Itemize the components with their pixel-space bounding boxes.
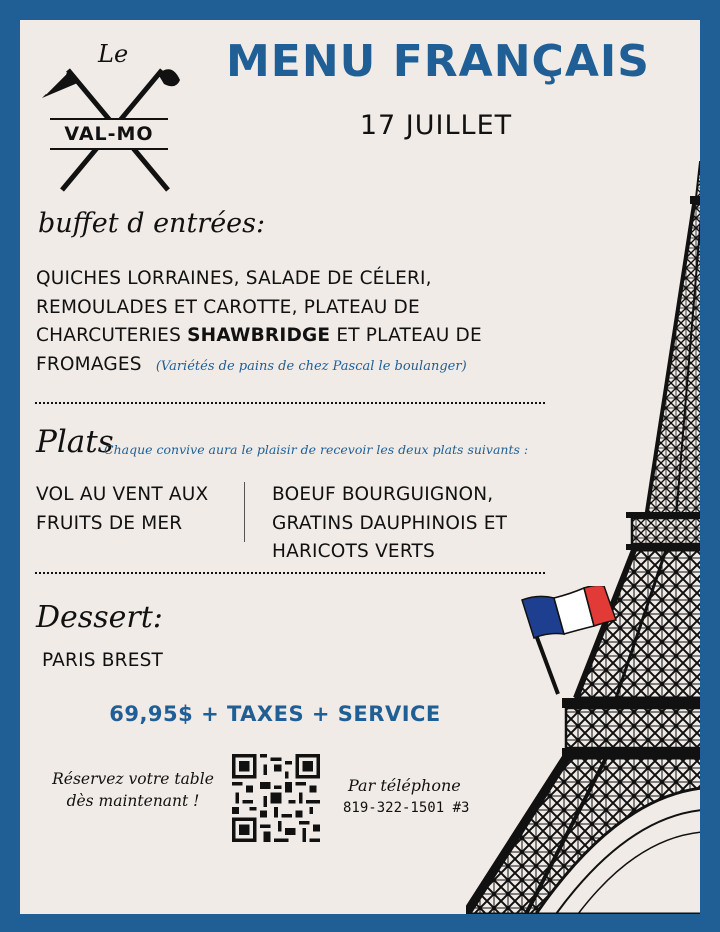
reserve-line-1: Réservez votre table bbox=[52, 770, 214, 788]
eiffel-tower-icon bbox=[466, 138, 700, 914]
reserve-line-2: dès maintenant ! bbox=[66, 792, 200, 810]
val-mo-logo bbox=[40, 40, 186, 194]
plats-note: Chaque convive aura le plaisir de recevoir les deux plats suivants : bbox=[104, 442, 529, 457]
price: 69,95$ + TAXES + SERVICE bbox=[109, 702, 441, 726]
french-flag-icon bbox=[518, 586, 638, 696]
dessert-item: PARIS BREST bbox=[42, 650, 164, 671]
plats-separator bbox=[244, 482, 245, 542]
reserve-text bbox=[40, 768, 226, 812]
dessert-heading: Dessert: bbox=[36, 600, 163, 635]
menu-paper bbox=[20, 20, 700, 914]
buffet-note: (Variétés de pains de chez Pascal le boulanger) bbox=[155, 358, 467, 374]
buffet-highlight: SHAWBRIDGE bbox=[187, 325, 331, 346]
phone-label: Par téléphone bbox=[348, 776, 461, 795]
plats-heading: Plats bbox=[36, 424, 114, 460]
logo-name: VAL-MO bbox=[50, 118, 168, 150]
page-title: MENU FRANÇAIS bbox=[226, 36, 650, 87]
plat-one: VOL AU VENT AUX FRUITS DE MER bbox=[36, 484, 209, 534]
qr-code-icon[interactable] bbox=[232, 754, 320, 842]
menu-date: 17 JUILLET bbox=[359, 110, 513, 141]
phone-number[interactable]: 819-322-1501 #3 bbox=[343, 800, 470, 816]
logo-le: Le bbox=[98, 40, 129, 68]
buffet-heading: buffet d entrées: bbox=[38, 208, 266, 239]
plat-two: BOEUF BOURGUIGNON, GRATINS DAUPHINOIS ET HARICOTS VERTS bbox=[272, 484, 508, 562]
buffet-items-text: QUICHES LORRAINES, SALADE DE CÉLERI, REMOULADES ET CAROTTE, PLATEAU DE CHARCUTERIES bbox=[36, 268, 432, 346]
buffet-items-end: ET PLATEAU DE FROMAGES bbox=[36, 325, 482, 375]
